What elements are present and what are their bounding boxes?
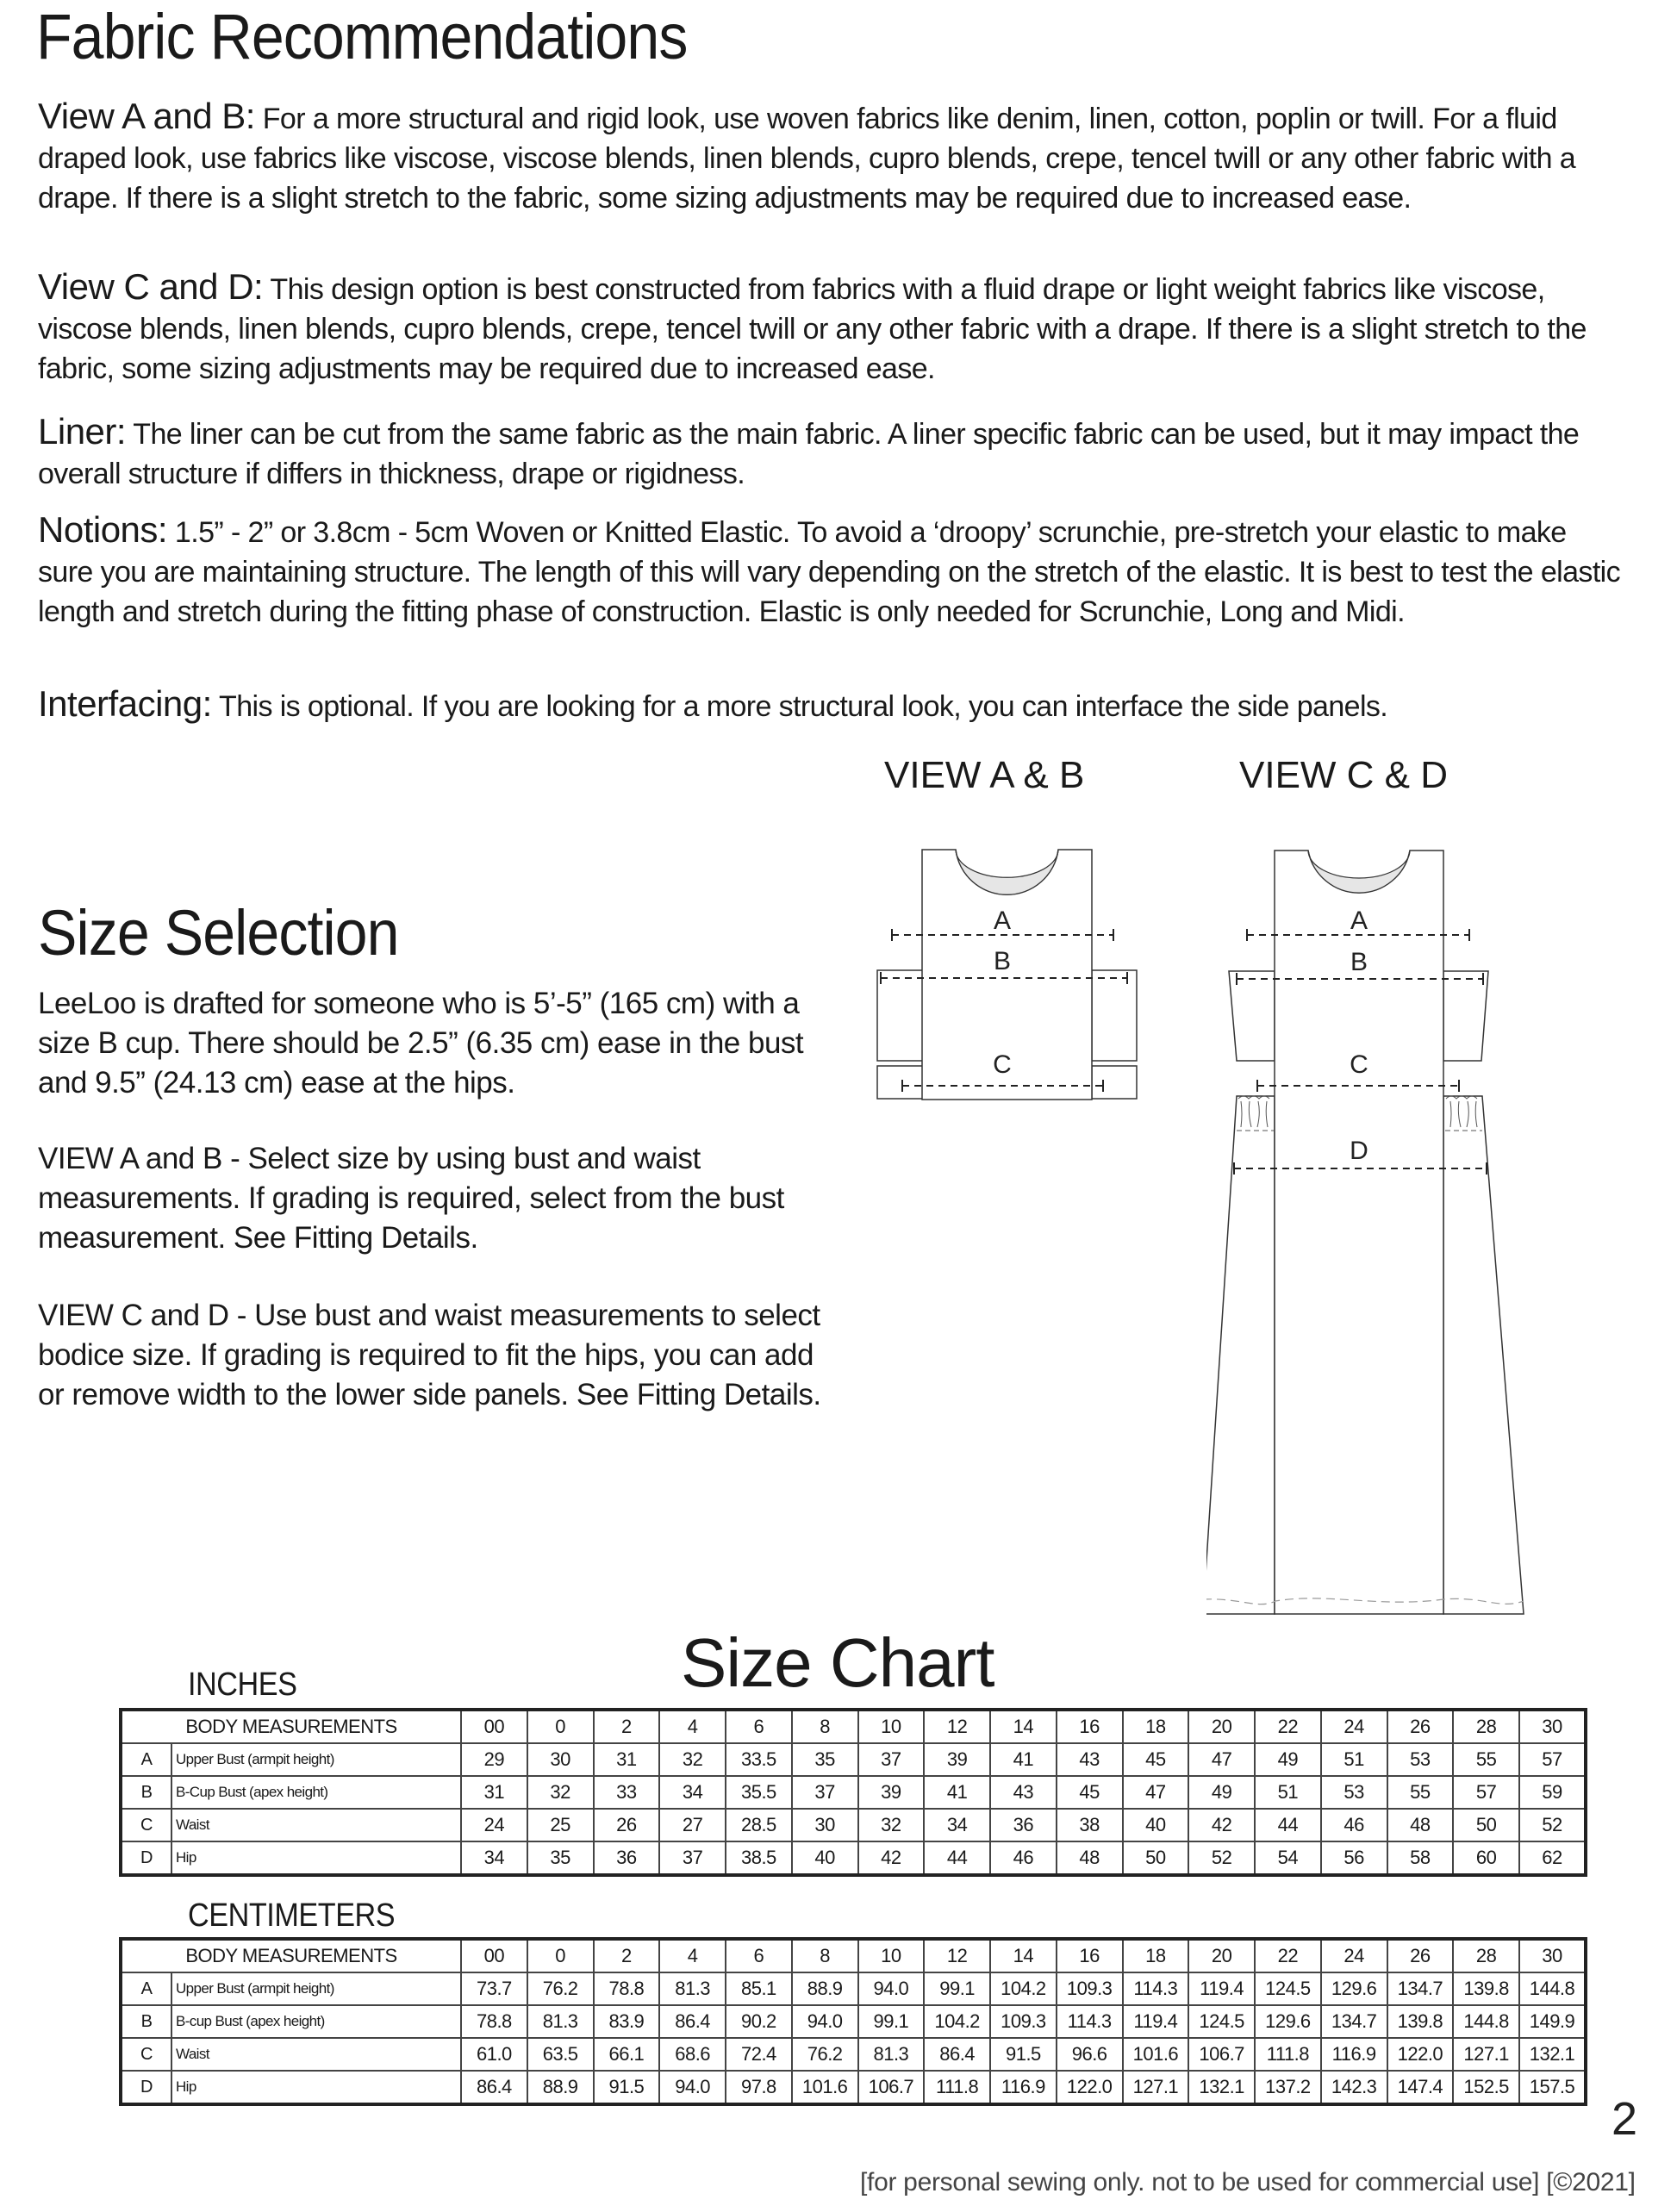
measurement-value: 57 <box>1519 1743 1586 1776</box>
measurement-value: 76.2 <box>792 2038 858 2071</box>
measurement-value: 86.4 <box>924 2038 990 2071</box>
measurement-label: B-cup Bust (apex height) <box>171 2005 461 2038</box>
measurement-value: 44 <box>1255 1809 1321 1841</box>
measurement-value: 45 <box>1057 1776 1123 1809</box>
measurement-value: 94.0 <box>792 2005 858 2038</box>
size-chart-centimeters-table <box>119 1937 1587 2106</box>
measurement-value: 52 <box>1519 1809 1586 1841</box>
measurement-value: 46 <box>990 1841 1057 1875</box>
measurement-value: 81.3 <box>858 2038 925 2071</box>
measurement-value: 114.3 <box>1123 1972 1189 2005</box>
size-header: 4 <box>659 1939 726 1972</box>
measurement-value: 122.0 <box>1057 2071 1123 2104</box>
measurement-value: 47 <box>1123 1776 1189 1809</box>
section-lead: View C and D: <box>38 266 264 307</box>
size-selection-intro: LeeLoo is drafted for someone who is 5’-5” (165 cm) with a size B cup. There should be 2.5” (6.35 cm) ease in the bust and 9.5” (24.13 cm) ease at the hips. <box>38 987 804 1100</box>
body-measurements-header: BODY MEASUREMENTS <box>121 1710 461 1743</box>
size-header: 12 <box>924 1710 990 1743</box>
measurement-label: Hip <box>171 1841 461 1875</box>
measurement-value: 44 <box>924 1841 990 1875</box>
table-row <box>121 1972 1586 2005</box>
size-header: 2 <box>594 1710 660 1743</box>
measurement-value: 97.8 <box>726 2071 792 2104</box>
measurement-value: 119.4 <box>1188 1972 1255 2005</box>
measurement-value: 116.9 <box>1321 2038 1387 2071</box>
measurement-value: 50 <box>1453 1809 1519 1841</box>
measurement-value: 35.5 <box>726 1776 792 1809</box>
size-header: 6 <box>726 1710 792 1743</box>
measurement-value: 33 <box>594 1776 660 1809</box>
measurement-value: 35 <box>792 1743 858 1776</box>
measurement-value: 50 <box>1123 1841 1189 1875</box>
size-header: 22 <box>1255 1939 1321 1972</box>
measurement-value: 86.4 <box>659 2005 726 2038</box>
size-header: 24 <box>1321 1939 1387 1972</box>
size-chart-inches-table <box>119 1708 1587 1877</box>
label-a: A <box>993 907 1012 935</box>
table-row <box>121 1841 1586 1875</box>
measurement-value: 127.1 <box>1123 2071 1189 2104</box>
size-header: 00 <box>461 1939 527 1972</box>
measurement-value: 48 <box>1057 1841 1123 1875</box>
measurement-label: Upper Bust (armpit height) <box>171 1743 461 1776</box>
size-header: 26 <box>1387 1710 1454 1743</box>
measurement-value: 51 <box>1321 1743 1387 1776</box>
measurement-value: 30 <box>527 1743 594 1776</box>
measurement-value: 132.1 <box>1188 2071 1255 2104</box>
measurement-value: 31 <box>594 1743 660 1776</box>
measurement-letter: B <box>121 2005 171 2038</box>
measurement-value: 53 <box>1321 1776 1387 1809</box>
measurement-value: 34 <box>461 1841 527 1875</box>
size-header: 8 <box>792 1939 858 1972</box>
measurement-value: 36 <box>594 1841 660 1875</box>
measurement-value: 25 <box>527 1809 594 1841</box>
measurement-value: 129.6 <box>1321 1972 1387 2005</box>
measurement-value: 99.1 <box>858 2005 925 2038</box>
measurement-value: 106.7 <box>1188 2038 1255 2071</box>
measurement-value: 83.9 <box>594 2005 660 2038</box>
size-header: 14 <box>990 1939 1057 1972</box>
measurement-value: 46 <box>1321 1809 1387 1841</box>
measurement-value: 142.3 <box>1321 2071 1387 2104</box>
size-header: 0 <box>527 1939 594 1972</box>
measurement-value: 47 <box>1188 1743 1255 1776</box>
size-header: 10 <box>858 1710 925 1743</box>
size-header: 26 <box>1387 1939 1454 1972</box>
measurement-value: 132.1 <box>1519 2038 1586 2071</box>
measurement-value: 66.1 <box>594 2038 660 2071</box>
size-header: 20 <box>1188 1939 1255 1972</box>
size-header: 22 <box>1255 1710 1321 1743</box>
measurement-value: 111.8 <box>1255 2038 1321 2071</box>
measurement-label: Waist <box>171 1809 461 1841</box>
section-text: This design option is best constructed from fabrics with a fluid drape or light weight fabrics like viscose, viscose blends, linen blends, cupro blends, crepe, tencel twill or any other fabric with a drape. If there is a slight stretch to the fabric, some sizing adjustments may be required due to increased ease. <box>38 273 1587 385</box>
label-b: B <box>993 947 1012 975</box>
view-cd-title: VIEW C & D <box>1239 754 1449 796</box>
measurement-value: 73.7 <box>461 1972 527 2005</box>
section-lead: Notions: <box>38 509 168 550</box>
measurement-value: 144.8 <box>1519 1972 1586 2005</box>
measurement-value: 124.5 <box>1255 1972 1321 2005</box>
measurement-value: 99.1 <box>924 1972 990 2005</box>
measurement-value: 33.5 <box>726 1743 792 1776</box>
label-c: C <box>1350 1050 1368 1079</box>
measurement-letter: D <box>121 2071 171 2104</box>
measurement-letter: C <box>121 2038 171 2071</box>
header-row <box>121 1710 1586 1743</box>
measurement-value: 101.6 <box>792 2071 858 2104</box>
measurement-letter: B <box>121 1776 171 1809</box>
size-header: 14 <box>990 1710 1057 1743</box>
fabric-section-cd <box>38 267 1624 389</box>
measurement-value: 61.0 <box>461 2038 527 2071</box>
measurement-value: 134.7 <box>1387 1972 1454 2005</box>
table-row <box>121 2071 1586 2104</box>
measurement-value: 37 <box>858 1743 925 1776</box>
measurement-letter: A <box>121 1972 171 2005</box>
size-header: 18 <box>1123 1939 1189 1972</box>
measurement-value: 137.2 <box>1255 2071 1321 2104</box>
measurement-value: 81.3 <box>527 2005 594 2038</box>
measurement-value: 106.7 <box>858 2071 925 2104</box>
size-header: 8 <box>792 1710 858 1743</box>
measurement-value: 78.8 <box>594 1972 660 2005</box>
section-text: For a more structural and rigid look, use woven fabrics like denim, linen, cotton, poplin or twill. For a fluid draped look, use fabrics like viscose, viscose blends, linen blends, cupro blends, crepe, tencel twill or any other fabric with a drape. If there is a slight stretch to the fabric, some sizing adjustments may be required due to increased ease. <box>38 103 1576 215</box>
size-header: 18 <box>1123 1710 1189 1743</box>
measurement-value: 31 <box>461 1776 527 1809</box>
measurement-value: 49 <box>1255 1743 1321 1776</box>
measurement-value: 40 <box>792 1841 858 1875</box>
measurement-value: 91.5 <box>594 2071 660 2104</box>
measurement-value: 27 <box>659 1809 726 1841</box>
measurement-letter: C <box>121 1809 171 1841</box>
size-header: 30 <box>1519 1710 1586 1743</box>
size-header: 0 <box>527 1710 594 1743</box>
measurement-value: 116.9 <box>990 2071 1057 2104</box>
measurement-value: 149.9 <box>1519 2005 1586 2038</box>
measurement-value: 109.3 <box>1057 1972 1123 2005</box>
size-selection-view-ab: VIEW A and B - Select size by using bust and waist measurements. If grading is required, select from the bust measurement. See Fitting Details. <box>38 1142 784 1255</box>
centimeters-unit-label: CENTIMETERS <box>188 1897 396 1934</box>
measurement-value: 49 <box>1188 1776 1255 1809</box>
measurement-value: 127.1 <box>1453 2038 1519 2071</box>
measurement-value: 129.6 <box>1255 2005 1321 2038</box>
measurement-value: 35 <box>527 1841 594 1875</box>
measurement-value: 29 <box>461 1743 527 1776</box>
measurement-value: 32 <box>858 1809 925 1841</box>
size-header: 24 <box>1321 1710 1387 1743</box>
measurement-value: 55 <box>1453 1743 1519 1776</box>
size-header: 12 <box>924 1939 990 1972</box>
size-header: 16 <box>1057 1939 1123 1972</box>
section-lead: View A and B: <box>38 96 255 136</box>
body-measurements-header: BODY MEASUREMENTS <box>121 1939 461 1972</box>
fabric-section-interfacing <box>38 684 1624 726</box>
measurement-value: 86.4 <box>461 2071 527 2104</box>
fabric-section-liner <box>38 412 1624 494</box>
size-header: 28 <box>1453 1939 1519 1972</box>
page-number: 2 <box>1612 2093 1638 2145</box>
measurement-value: 147.4 <box>1387 2071 1454 2104</box>
measurement-value: 114.3 <box>1057 2005 1123 2038</box>
measurement-value: 43 <box>990 1776 1057 1809</box>
measurement-value: 96.6 <box>1057 2038 1123 2071</box>
measurement-label: B-Cup Bust (apex height) <box>171 1776 461 1809</box>
measurement-value: 134.7 <box>1321 2005 1387 2038</box>
measurement-value: 101.6 <box>1123 2038 1189 2071</box>
measurement-letter: D <box>121 1841 171 1875</box>
measurement-value: 37 <box>792 1776 858 1809</box>
measurement-value: 32 <box>659 1743 726 1776</box>
measurement-value: 88.9 <box>792 1972 858 2005</box>
size-header: 00 <box>461 1710 527 1743</box>
measurement-value: 37 <box>659 1841 726 1875</box>
measurement-value: 139.8 <box>1453 1972 1519 2005</box>
measurement-value: 152.5 <box>1453 2071 1519 2104</box>
size-header: 30 <box>1519 1939 1586 1972</box>
section-text: The liner can be cut from the same fabric as the main fabric. A liner specific fabric can be used, but it may impact the overall structure if differs in thickness, drape or rigidness. <box>38 418 1580 490</box>
table-row <box>121 1809 1586 1841</box>
measurement-value: 39 <box>924 1743 990 1776</box>
fabric-section-ab <box>38 97 1624 218</box>
measurement-value: 94.0 <box>858 1972 925 2005</box>
label-b: B <box>1350 948 1368 976</box>
measurement-value: 60 <box>1453 1841 1519 1875</box>
size-selection-title: Size Selection <box>38 897 399 969</box>
section-lead: Liner: <box>38 411 127 452</box>
size-header: 4 <box>659 1710 726 1743</box>
measurement-value: 56 <box>1321 1841 1387 1875</box>
measurement-value: 91.5 <box>990 2038 1057 2071</box>
view-ab-title: VIEW A & B <box>884 754 1085 796</box>
measurement-value: 111.8 <box>924 2071 990 2104</box>
measurement-value: 53 <box>1387 1743 1454 1776</box>
measurement-value: 90.2 <box>726 2005 792 2038</box>
measurement-value: 34 <box>659 1776 726 1809</box>
measurement-value: 28.5 <box>726 1809 792 1841</box>
header-row <box>121 1939 1586 1972</box>
table-row <box>121 2038 1586 2071</box>
measurement-value: 48 <box>1387 1809 1454 1841</box>
measurement-value: 68.6 <box>659 2038 726 2071</box>
measurement-value: 30 <box>792 1809 858 1841</box>
measurement-value: 58 <box>1387 1841 1454 1875</box>
measurement-value: 94.0 <box>659 2071 726 2104</box>
measurement-value: 57 <box>1453 1776 1519 1809</box>
measurement-value: 59 <box>1519 1776 1586 1809</box>
measurement-value: 104.2 <box>924 2005 990 2038</box>
size-header: 28 <box>1453 1710 1519 1743</box>
measurement-value: 36 <box>990 1809 1057 1841</box>
label-a: A <box>1350 907 1368 935</box>
measurement-value: 51 <box>1255 1776 1321 1809</box>
measurement-value: 85.1 <box>726 1972 792 2005</box>
measurement-value: 52 <box>1188 1841 1255 1875</box>
size-chart-title: Size Chart <box>681 1624 994 1701</box>
section-text: This is optional. If you are looking for a more structural look, you can interface the side panels. <box>211 690 1388 723</box>
measurement-value: 72.4 <box>726 2038 792 2071</box>
measurement-value: 38 <box>1057 1809 1123 1841</box>
measurement-label: Waist <box>171 2038 461 2071</box>
measurement-value: 24 <box>461 1809 527 1841</box>
measurement-value: 43 <box>1057 1743 1123 1776</box>
table-row <box>121 1776 1586 1809</box>
measurement-value: 78.8 <box>461 2005 527 2038</box>
measurement-value: 45 <box>1123 1743 1189 1776</box>
measurement-value: 139.8 <box>1387 2005 1454 2038</box>
measurement-value: 55 <box>1387 1776 1454 1809</box>
size-header: 20 <box>1188 1710 1255 1743</box>
measurement-value: 157.5 <box>1519 2071 1586 2104</box>
measurement-value: 109.3 <box>990 2005 1057 2038</box>
measurement-value: 38.5 <box>726 1841 792 1875</box>
measurement-value: 81.3 <box>659 1972 726 2005</box>
size-header: 2 <box>594 1939 660 1972</box>
table-row <box>121 2005 1586 2038</box>
measurement-value: 144.8 <box>1453 2005 1519 2038</box>
measurement-value: 39 <box>858 1776 925 1809</box>
fabric-title: Fabric Recommendations <box>36 1 688 72</box>
label-d: D <box>1350 1137 1368 1165</box>
measurement-value: 104.2 <box>990 1972 1057 2005</box>
inches-unit-label: INCHES <box>188 1667 297 1703</box>
measurement-value: 41 <box>924 1776 990 1809</box>
measurement-value: 40 <box>1123 1809 1189 1841</box>
measurement-label: Hip <box>171 2071 461 2104</box>
fabric-section-notions <box>38 510 1624 632</box>
measurement-value: 34 <box>924 1809 990 1841</box>
measurement-value: 88.9 <box>527 2071 594 2104</box>
measurement-label: Upper Bust (armpit height) <box>171 1972 461 2005</box>
section-text: 1.5” - 2” or 3.8cm - 5cm Woven or Knitted Elastic. To avoid a ‘droopy’ scrunchie, pre-stretch your elastic to make sure you are maintaining structure. The length of this will vary depending on the stretch of the elastic. It is best to test the elastic length and stretch during the fitting phase of construction. Elastic is only needed for Scrunchie, Long and Midi. <box>38 516 1621 628</box>
measurement-value: 42 <box>1188 1809 1255 1841</box>
view-ab-garment-diagram <box>853 810 1163 1103</box>
measurement-value: 63.5 <box>527 2038 594 2071</box>
measurement-value: 42 <box>858 1841 925 1875</box>
size-header: 6 <box>726 1939 792 1972</box>
table-row <box>121 1743 1586 1776</box>
view-cd-garment-diagram <box>1206 810 1568 1620</box>
section-lead: Interfacing: <box>38 683 212 724</box>
measurement-value: 122.0 <box>1387 2038 1454 2071</box>
label-c: C <box>993 1050 1012 1079</box>
measurement-value: 62 <box>1519 1841 1586 1875</box>
measurement-value: 32 <box>527 1776 594 1809</box>
size-header: 16 <box>1057 1710 1123 1743</box>
measurement-value: 124.5 <box>1188 2005 1255 2038</box>
measurement-value: 119.4 <box>1123 2005 1189 2038</box>
size-selection-view-cd: VIEW C and D - Use bust and waist measurements to select bodice size. If grading is required to fit the hips, you can add or remove width to the lower side panels. See Fitting Details. <box>38 1299 821 1411</box>
size-header: 10 <box>858 1939 925 1972</box>
measurement-value: 41 <box>990 1743 1057 1776</box>
measurement-value: 54 <box>1255 1841 1321 1875</box>
measurement-value: 76.2 <box>527 1972 594 2005</box>
measurement-letter: A <box>121 1743 171 1776</box>
copyright-notice: [for personal sewing only. not to be used for commercial use] [©2021] <box>860 2168 1636 2196</box>
measurement-value: 26 <box>594 1809 660 1841</box>
